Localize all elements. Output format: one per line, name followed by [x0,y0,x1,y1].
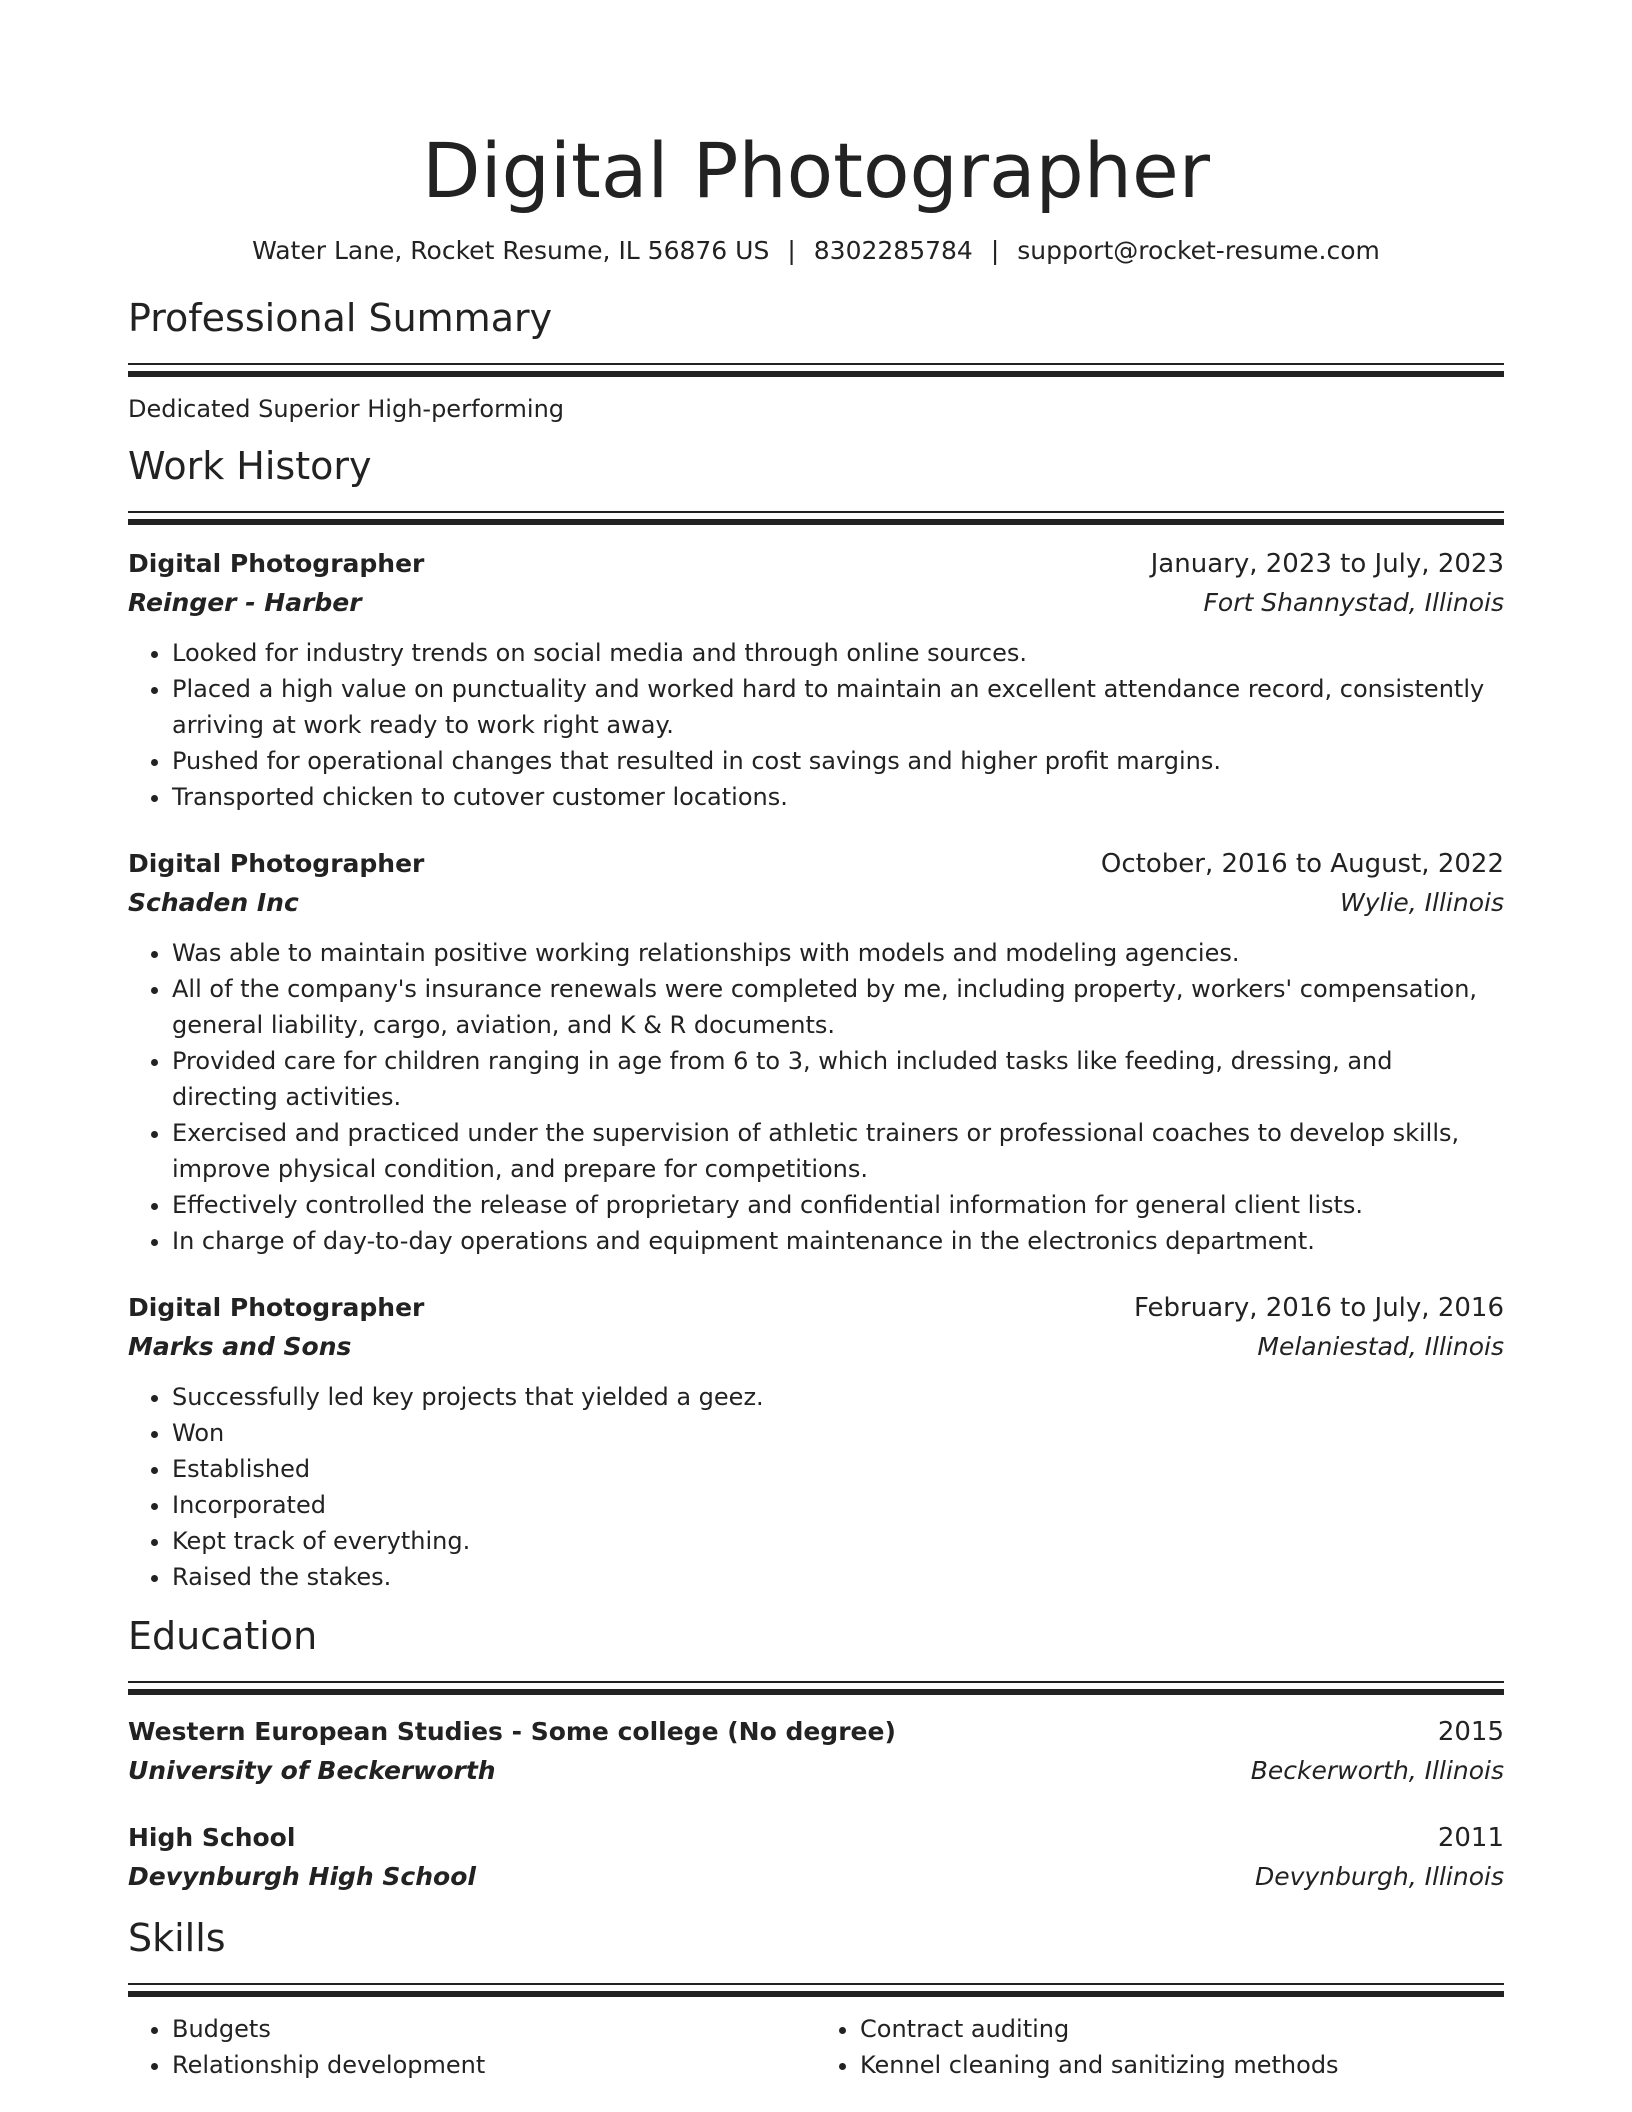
job-employer [128,1327,1504,1367]
degree-name: Western European Studies - Some college (No degree) [128,1717,896,1746]
job-responsibilities [128,935,1504,1259]
work-history-section [128,441,1504,1595]
education-entry [128,1819,1504,1897]
section-divider [128,1681,1504,1695]
list-item: • Exercised and practiced under the supervision of athletic trainers or professional coaches to develop skills, improve physical condition, and prepare for competitions. [172,1115,1504,1187]
education-header [128,1713,1504,1751]
list-item: • Looked for industry trends on social media and through online sources. [172,635,1504,671]
job-title: Digital Photographer [128,849,425,878]
company-name: Schaden Inc [128,888,299,917]
contact-email: support@rocket-resume.com [1017,236,1380,265]
list-item: • Successfully led key projects that yielded a geez. [172,1379,1504,1415]
education-header [128,1819,1504,1857]
school-name: University of Beckerworth [128,1756,496,1785]
job-entry [128,545,1504,815]
job-title: Digital Photographer [128,549,425,578]
graduation-year: 2015 [1437,1717,1504,1747]
job-header [128,845,1504,883]
job-entry [128,845,1504,1259]
section-divider [128,511,1504,525]
list-item: • Provided care for children ranging in age from 6 to 3, which included tasks like feeding, dressing, and directing activities. [172,1043,1504,1115]
job-header [128,1289,1504,1327]
skill-item: • Contract auditing [860,2011,1504,2047]
job-dates: February, 2016 to July, 2016 [1134,1293,1504,1323]
list-item: • Incorporated [172,1487,1504,1523]
school-location: Devynburgh, Illinois [1255,1862,1504,1891]
company-name: Marks and Sons [128,1332,352,1361]
skills-list-right [816,2011,1504,2083]
contact-line [128,233,1504,269]
job-location: Wylie, Illinois [1339,888,1504,917]
section-title-skills: Skills [128,1916,226,1960]
skills-columns [128,2011,1504,2083]
section-divider [128,363,1504,377]
summary-section [128,293,1504,427]
job-title: Digital Photographer [128,1293,425,1322]
job-location: Fort Shannystad, Illinois [1203,588,1504,617]
education-entry [128,1713,1504,1791]
job-header [128,545,1504,583]
education-school [128,1751,1504,1791]
education-section [128,1611,1504,1897]
skills-section [128,1913,1504,2083]
list-item: • All of the company's insurance renewals were completed by me, including property, workers' compensation, general liability, cargo, aviation, and K & R documents. [172,971,1504,1043]
contact-separator: | [990,236,1000,265]
list-item: • Raised the stakes. [172,1559,1504,1595]
list-item: • Was able to maintain positive working relationships with models and modeling agencies. [172,935,1504,971]
section-divider [128,1983,1504,1997]
resume-page [128,0,1504,2083]
job-employer [128,883,1504,923]
company-name: Reinger - Harber [128,588,362,617]
job-entry [128,1289,1504,1595]
job-responsibilities [128,635,1504,815]
job-responsibilities [128,1379,1504,1595]
contact-address: Water Lane, Rocket Resume, IL 56876 US [252,236,770,265]
school-name: Devynburgh High School [128,1862,476,1891]
list-item: • Pushed for operational changes that resulted in cost savings and higher profit margins. [172,743,1504,779]
education-school [128,1857,1504,1897]
list-item: • Established [172,1451,1504,1487]
graduation-year: 2011 [1437,1823,1504,1853]
skill-item: • Kennel cleaning and sanitizing methods [860,2047,1504,2083]
skills-list-left [128,2011,816,2083]
list-item: • Effectively controlled the release of proprietary and confidential information for general client lists. [172,1187,1504,1223]
job-dates: January, 2023 to July, 2023 [1150,549,1504,579]
school-location: Beckerworth, Illinois [1250,1756,1504,1785]
candidate-name: Digital Photographer [422,126,1210,215]
contact-phone: 8302285784 [813,236,973,265]
section-title-work-history: Work History [128,444,372,488]
list-item: • Won [172,1415,1504,1451]
section-title-education: Education [128,1614,318,1658]
summary-text: Dedicated Superior High-performing [128,395,565,423]
job-employer [128,583,1504,623]
skill-item: • Budgets [172,2011,816,2047]
list-item: • Transported chicken to cutover customer locations. [172,779,1504,815]
list-item: • Kept track of everything. [172,1523,1504,1559]
skill-item: • Relationship development [172,2047,816,2083]
contact-separator: | [787,236,796,265]
job-dates: October, 2016 to August, 2022 [1100,849,1504,879]
list-item: • In charge of day-to-day operations and equipment maintenance in the electronics department. [172,1223,1504,1259]
degree-name: High School [128,1823,296,1852]
list-item: • Placed a high value on punctuality and worked hard to maintain an excellent attendance record, consistently arriving at work ready to work right away. [172,671,1504,743]
job-location: Melaniestad, Illinois [1257,1332,1504,1361]
section-title-summary: Professional Summary [128,296,553,340]
